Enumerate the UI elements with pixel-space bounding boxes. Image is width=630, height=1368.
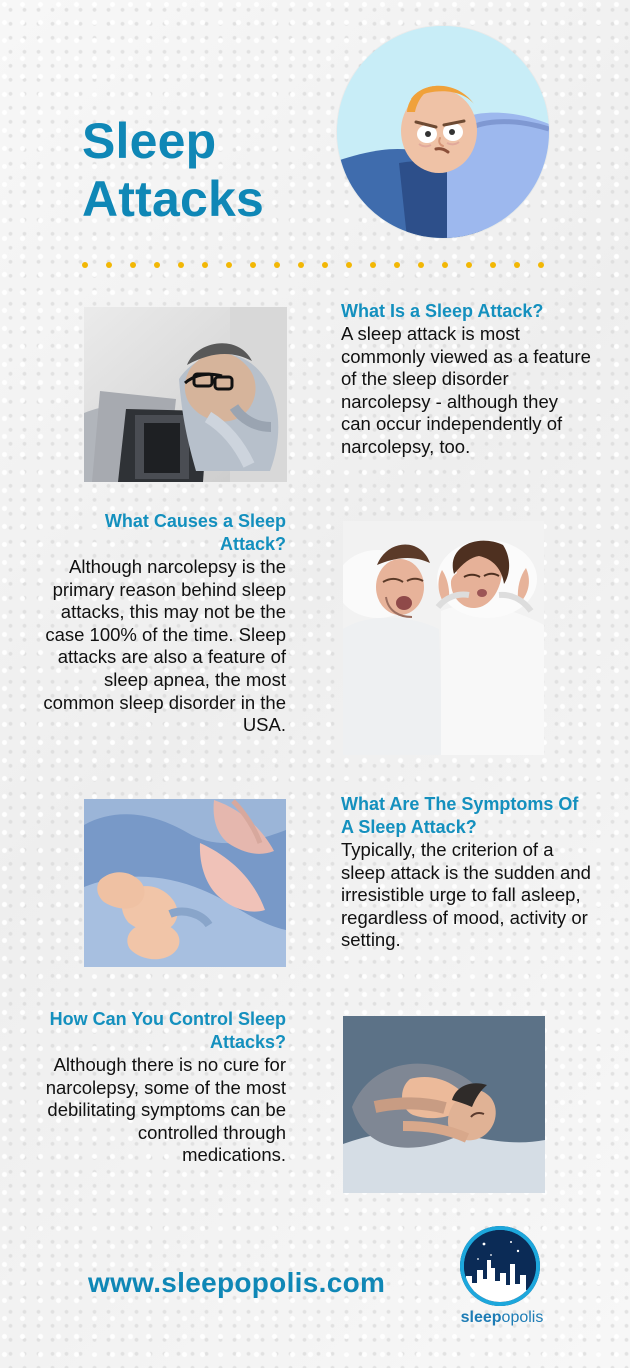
man-curled-up-photo: [343, 1016, 545, 1193]
section-heading-symptoms: What Are The Symptoms Of A Sleep Attack?: [341, 794, 579, 837]
section-heading-control: How Can You Control Sleep Attacks?: [49, 1009, 286, 1052]
city-skyline-logo-icon: [460, 1226, 540, 1306]
logo-word-strong: sleep: [460, 1309, 502, 1326]
section-control: [40, 1008, 286, 1167]
dot-separator: [82, 260, 550, 270]
section-body-what-is: A sleep attack is most commonly viewed as a feature of the sleep disorder narcolepsy - although they can occur independently of narcolepsy, too.: [341, 323, 591, 457]
section-what-is: [341, 300, 591, 459]
section-symptoms: [341, 793, 591, 952]
section-body-symptoms: Typically, the criterion of a sleep attack is the sudden and irresistible urge to fall asleep, regardless of mood, activity or setting.: [341, 839, 591, 951]
sleepopolis-logo: [456, 1226, 546, 1340]
section-heading-what-is: What Is a Sleep Attack?: [341, 301, 544, 321]
section-body-causes: Although narcolepsy is the primary reason behind sleep attacks, this may not be the case 100% of the time. Sleep attacks are also a feature of sleep apnea, the most common sleep disorder in the USA.: [43, 556, 286, 736]
section-body-control: Although there is no cure for narcolepsy, some of the most debilitating symptoms can be controlled through medications.: [45, 1054, 286, 1166]
section-heading-causes: What Causes a Sleep Attack?: [104, 511, 286, 554]
page-title: Sleep Attacks: [82, 113, 265, 227]
logo-word-rest: opolis: [501, 1309, 544, 1326]
section-causes: [40, 510, 286, 737]
tangled-feet-photo: [84, 799, 286, 967]
snoring-couple-photo: [343, 521, 544, 755]
sleeping-at-laptop-photo: [84, 307, 287, 482]
website-link[interactable]: www.sleepopolis.com: [88, 1267, 386, 1298]
logo-wordmark: [456, 1308, 548, 1328]
tired-man-illustration: [337, 26, 549, 238]
